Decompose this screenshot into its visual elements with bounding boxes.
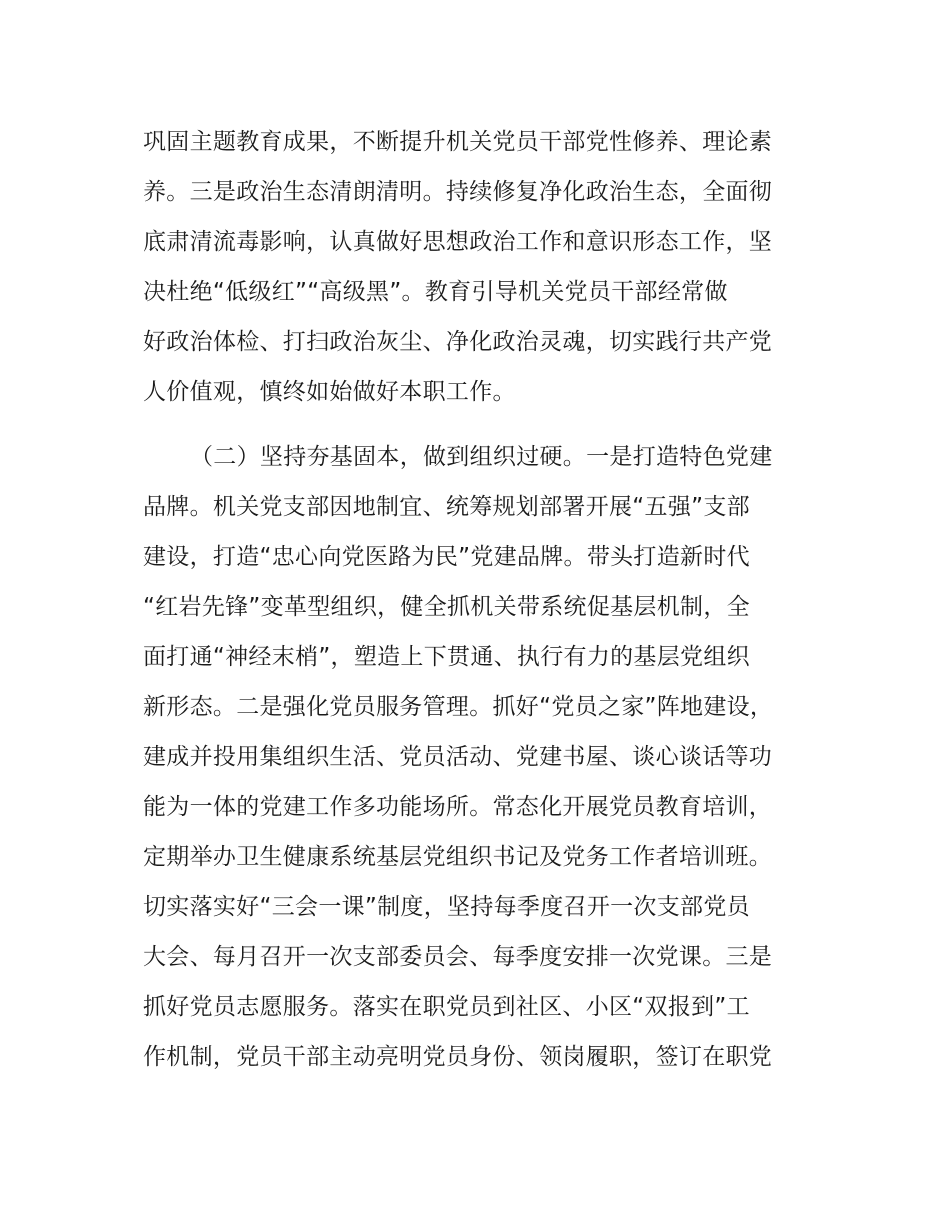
paragraph-line: 大会、每月召开一次支部委员会、每季度安排一次党课。三是	[143, 944, 773, 970]
section-heading-line: （二）坚持夯基固本，做到组织过硬。一是打造特色党建	[190, 444, 773, 470]
paragraph-line: 新形态。二是强化党员服务管理。抓好“党员之家”阵地建设，	[143, 694, 774, 720]
paragraph-line: 底肃清流毒影响，认真做好思想政治工作和意识形态工作，坚	[143, 229, 773, 255]
paragraph-line: “红岩先锋”变革型组织，健全抓机关带系统促基层机制，全	[143, 594, 750, 620]
paragraph-line: 作机制，党员干部主动亮明党员身份、领岗履职，签订在职党	[143, 1044, 773, 1070]
paragraph-line: 抓好党员志愿服务。落实在职党员到社区、小区“双报到”工	[143, 994, 750, 1020]
paragraph-line: 面打通“神经末梢”，塑造上下贯通、执行有力的基层党组织	[143, 644, 750, 670]
paragraph-line: 建设，打造“忠心向党医路为民”党建品牌。带头打造新时代	[143, 544, 750, 570]
paragraph-line: 好政治体检、打扫政治灰尘、净化政治灵魂，切实践行共产党	[143, 329, 773, 355]
paragraph-line: 切实落实好“三会一课”制度，坚持每季度召开一次支部党员	[143, 894, 750, 920]
paragraph-line: 养。三是政治生态清朗清明。持续修复净化政治生态，全面彻	[143, 179, 773, 205]
paragraph-line: 巩固主题教育成果，不断提升机关党员干部党性修养、理论素	[143, 129, 773, 155]
paragraph-line: 决杜绝“低级红”“高级黑”。教育引导机关党员干部经常做	[143, 279, 728, 305]
paragraph-line: 人价值观，慎终如始做好本职工作。	[143, 379, 516, 405]
paragraph-line: 建成并投用集组织生活、党员活动、党建书屋、谈心谈话等功	[143, 744, 773, 770]
paragraph-line: 能为一体的党建工作多功能场所。常态化开展党员教育培训，	[143, 794, 773, 820]
paragraph-line: 定期举办卫生健康系统基层党组织书记及党务工作者培训班。	[143, 844, 773, 870]
paragraph-line: 品牌。机关党支部因地制宜、统筹规划部署开展“五强”支部	[143, 494, 750, 520]
